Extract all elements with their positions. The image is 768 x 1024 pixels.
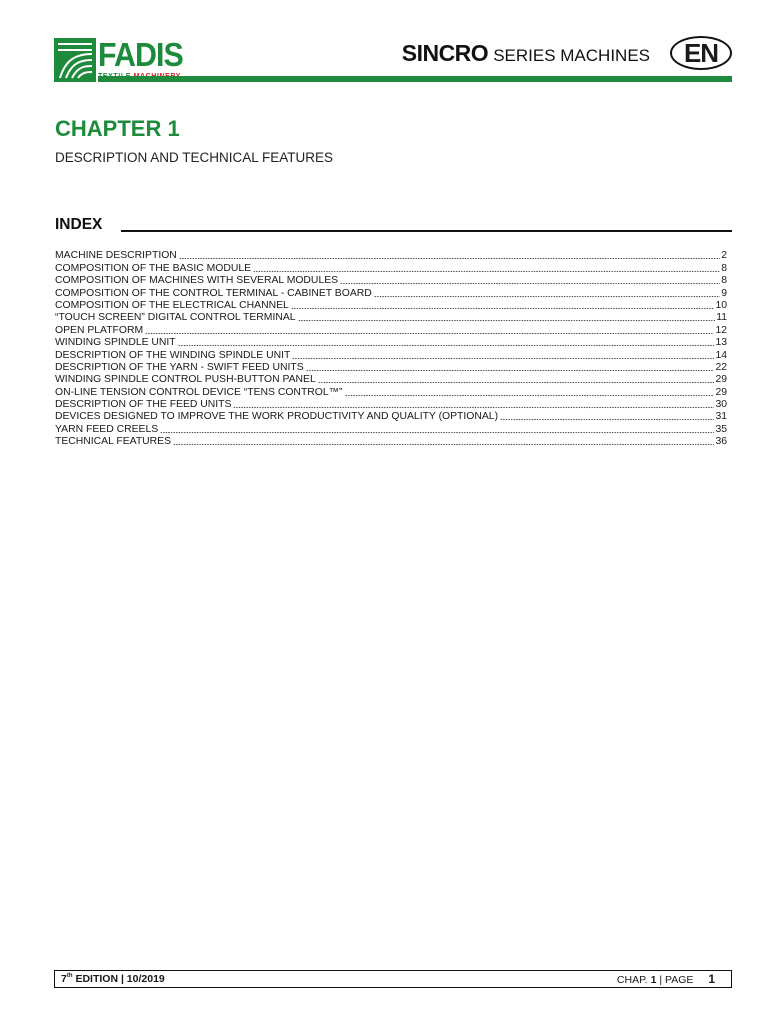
- toc-entry[interactable]: [55, 312, 727, 324]
- toc-entry-page: 31: [715, 411, 727, 423]
- toc-entry-page: 30: [715, 399, 727, 411]
- series-name: SINCRO: [401, 40, 489, 66]
- toc-entry[interactable]: [55, 349, 727, 361]
- toc-entry-page: 29: [715, 374, 727, 386]
- page-footer: [54, 970, 732, 988]
- chapter-number: 1: [650, 974, 657, 986]
- toc-leader-dots: [318, 381, 715, 384]
- edition-number: 7: [61, 973, 67, 985]
- toc-entry-title: WINDING SPINDLE UNIT: [55, 337, 176, 349]
- toc-leader-dots: [173, 443, 714, 446]
- toc-entry-title: COMPOSITION OF THE CONTROL TERMINAL - CABINET BOARD: [55, 287, 372, 299]
- index-divider: [121, 230, 732, 232]
- toc-entry-page: 14: [715, 349, 727, 361]
- toc-leader-dots: [291, 307, 715, 310]
- toc-entry-page: 8: [721, 262, 727, 274]
- toc-leader-dots: [160, 431, 714, 434]
- toc-entry[interactable]: [55, 324, 727, 336]
- toc-entry[interactable]: [55, 275, 727, 287]
- toc-entry-page: 12: [715, 324, 727, 336]
- edition-info: [61, 971, 165, 987]
- toc-entry-page: 29: [715, 386, 727, 398]
- table-of-contents: [55, 250, 727, 448]
- toc-entry-page: 8: [721, 275, 727, 287]
- toc-entry[interactable]: [55, 399, 727, 411]
- toc-leader-dots: [340, 282, 720, 285]
- logo-wordmark: FADIS: [98, 36, 183, 73]
- toc-leader-dots: [374, 295, 720, 298]
- toc-entry[interactable]: [55, 300, 727, 312]
- language-badge: EN: [670, 36, 732, 70]
- toc-entry[interactable]: [55, 337, 727, 349]
- chapter-label: CHAP.: [616, 974, 648, 986]
- toc-entry[interactable]: [55, 262, 727, 274]
- toc-entry-title: DESCRIPTION OF THE FEED UNITS: [55, 399, 232, 411]
- toc-leader-dots: [345, 394, 715, 397]
- toc-entry[interactable]: [55, 374, 727, 386]
- toc-leader-dots: [178, 344, 715, 347]
- index-heading: INDEX: [55, 216, 103, 233]
- toc-entry-page: 13: [715, 337, 727, 349]
- fadis-logo-mark-icon: [54, 38, 96, 82]
- toc-entry[interactable]: [55, 386, 727, 398]
- edition-text: EDITION | 10/2019: [75, 973, 165, 985]
- header-divider: [98, 76, 732, 82]
- toc-leader-dots: [500, 418, 714, 421]
- toc-entry-page: 22: [715, 361, 727, 373]
- toc-entry[interactable]: [55, 362, 727, 374]
- toc-entry[interactable]: [55, 436, 727, 448]
- toc-entry-title: TECHNICAL FEATURES: [55, 436, 172, 448]
- series-title: [402, 40, 650, 67]
- toc-entry-title: COMPOSITION OF THE BASIC MODULE: [55, 262, 252, 274]
- chapter-title: CHAPTER 1: [55, 116, 180, 141]
- toc-entry-page: 36: [715, 436, 727, 448]
- toc-entry-title: DESCRIPTION OF THE YARN - SWIFT FEED UNITS: [55, 361, 304, 373]
- toc-leader-dots: [253, 270, 720, 273]
- toc-entry[interactable]: [55, 411, 727, 423]
- toc-entry[interactable]: [55, 423, 727, 435]
- chapter-subtitle: DESCRIPTION AND TECHNICAL FEATURES: [55, 150, 334, 165]
- series-suffix: SERIES MACHINES: [493, 46, 650, 65]
- toc-entry-title: COMPOSITION OF MACHINES WITH SEVERAL MODULES: [55, 275, 339, 287]
- page-number: 1: [708, 972, 715, 986]
- toc-entry-page: 2: [721, 250, 727, 262]
- toc-entry-title: DEVICES DESIGNED TO IMPROVE THE WORK PRODUCTIVITY AND QUALITY (OPTIONAL): [55, 411, 499, 423]
- toc-entry-title: COMPOSITION OF THE ELECTRICAL CHANNEL: [55, 299, 289, 311]
- toc-entry[interactable]: [55, 250, 727, 262]
- toc-leader-dots: [179, 257, 720, 260]
- toc-entry-title: “TOUCH SCREEN” DIGITAL CONTROL TERMINAL: [55, 312, 296, 324]
- toc-entry-page: 35: [715, 423, 727, 435]
- toc-leader-dots: [292, 357, 714, 360]
- toc-entry-page: 9: [721, 287, 727, 299]
- toc-entry-title: YARN FEED CREELS: [55, 423, 159, 435]
- toc-entry-page: 10: [715, 299, 727, 311]
- toc-entry-page: 11: [716, 312, 727, 324]
- toc-leader-dots: [145, 332, 714, 335]
- toc-entry-title: WINDING SPINDLE CONTROL PUSH-BUTTON PANEL: [55, 374, 316, 386]
- page-label: | PAGE: [659, 974, 694, 986]
- toc-entry-title: DESCRIPTION OF THE WINDING SPINDLE UNIT: [55, 349, 291, 361]
- toc-leader-dots: [233, 406, 714, 409]
- toc-entry-title: OPEN PLATFORM: [55, 324, 144, 336]
- toc-leader-dots: [298, 319, 716, 322]
- edition-ordinal: th: [66, 973, 73, 979]
- toc-entry[interactable]: [55, 287, 727, 299]
- toc-entry-title: ON-LINE TENSION CONTROL DEVICE “TENS CONTROL™”: [55, 386, 343, 398]
- toc-leader-dots: [306, 369, 715, 372]
- page-reference: [617, 971, 715, 988]
- toc-entry-title: MACHINE DESCRIPTION: [55, 250, 177, 262]
